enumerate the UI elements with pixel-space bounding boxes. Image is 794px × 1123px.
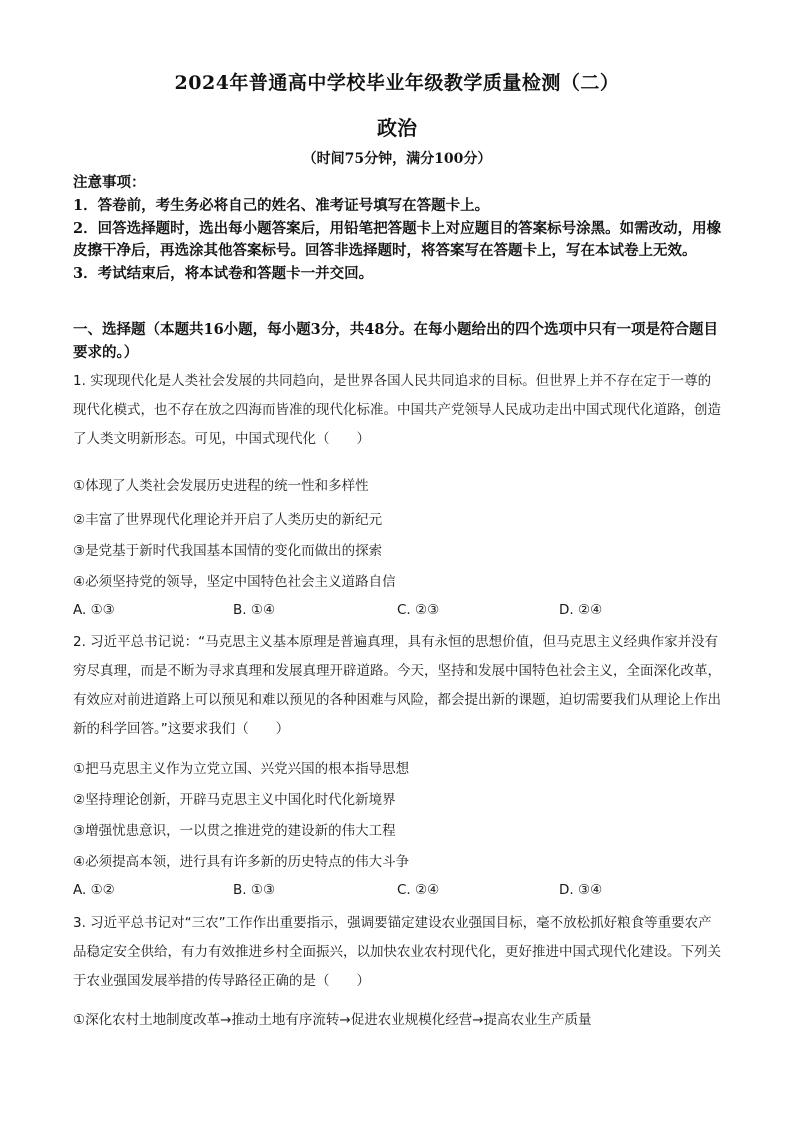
question-1-stem <box>73 367 723 454</box>
question-2-text: 2. 习近平总书记说：“马克思主义基本原理是普遍真理，具有永恒的思想价值，但马克思主义经典作家并没有穷尽真理，而是不断为寻求真理和发展真理开辟道路。今天，坚持和发展中国特色社会主义，全面深化改革，有效应对前进道路上可以预见和难以预见的各种困难与风险，都会提出新的课题，迫切需要我们从理论上作出新的科学回答。”这要求我们（ ） <box>73 634 721 737</box>
question-1-choice-c: C. ②③ <box>397 602 440 618</box>
section-heading: 一、选择题（本题共16小题，每小题3分，共48分。在每小题给出的四个选项中只有一项是符合题目要求的。） <box>73 321 718 361</box>
question-2-option-3: ③增强忧患意识，一以贯之推进党的建设新的伟大工程 <box>73 823 396 839</box>
question-1-text: 1. 实现现代化是人类社会发展的共同趋向，是世界各国人民共同追求的目标。但世界上并不存在定于一尊的现代化模式，也不存在放之四海而皆准的现代化标准。中国共产党领导人民成功走出中国式现代化道路，创造了人类文明新形态。可见，中国式现代化（ ） <box>73 373 721 447</box>
subject-title: 政治 <box>377 116 417 140</box>
question-1-option-2: ②丰富了世界现代化理论并开启了人类历史的新纪元 <box>73 512 383 528</box>
question-3-text: 3. 习近平总书记对“三农”工作作出重要指示，强调要锚定建设农业强国目标，毫不放松抓好粮食等重要农产品稳定安全供给，有力有效推进乡村全面振兴，以加快农业农村现代化，更好推进中国式现代化建设。下列关于农业强国发展举措的传导路径正确的是（ ） <box>73 915 721 989</box>
note-item-2: 2．回答选择题时，选出每小题答案后，用铅笔把答题卡上对应题目的答案标号涂黑。如需改动，用橡皮擦干净后，再选涂其他答案标号。回答非选择题时，将答案写在答题卡上，写在本试卷上无效。 <box>73 219 722 260</box>
exam-title: 2024年普通高中学校毕业年级教学质量检测（二） <box>174 72 620 94</box>
question-1-choice-b: B. ①④ <box>233 602 276 618</box>
question-2-option-1: ①把马克思主义作为立党立国、兴党兴国的根本指导思想 <box>73 761 410 777</box>
question-2-stem <box>73 628 723 744</box>
question-2-choice-b: B. ①③ <box>233 882 276 898</box>
question-2-option-4: ④必须提高本领，进行具有许多新的历史特点的伟大斗争 <box>73 854 410 870</box>
note-item-3: 3．考试结束后，将本试卷和答题卡一并交回。 <box>73 265 374 283</box>
question-2-choice-c: C. ②④ <box>397 882 440 898</box>
question-3-stem <box>73 909 723 996</box>
question-1-option-4: ④必须坚持党的领导，坚定中国特色社会主义道路自信 <box>73 574 396 590</box>
question-1-choice-a: A. ①③ <box>73 602 115 618</box>
question-2-choice-a: A. ①② <box>73 882 115 898</box>
notes-heading: 注意事项： <box>73 174 146 191</box>
question-1-choice-d: D. ②④ <box>559 602 603 618</box>
note-item-1: 1．答卷前，考生务必将自己的姓名、准考证号填写在答题卡上。 <box>73 196 490 214</box>
notes-block <box>73 172 725 286</box>
question-1-option-3: ③是党基于新时代我国基本国情的变化而做出的探索 <box>73 543 383 559</box>
question-1-option-1: ①体现了人类社会发展历史进程的统一性和多样性 <box>73 478 369 494</box>
question-3-option-1: ①深化农村土地制度改革→推动土地有序流转→促进农业规模化经营→提高农业生产质量 <box>73 1012 592 1028</box>
question-2-choice-d: D. ③④ <box>559 882 603 898</box>
question-2-option-2: ②坚持理论创新，开辟马克思主义中国化时代化新境界 <box>73 792 396 808</box>
time-info: （时间75分钟，满分100分） <box>302 151 492 167</box>
